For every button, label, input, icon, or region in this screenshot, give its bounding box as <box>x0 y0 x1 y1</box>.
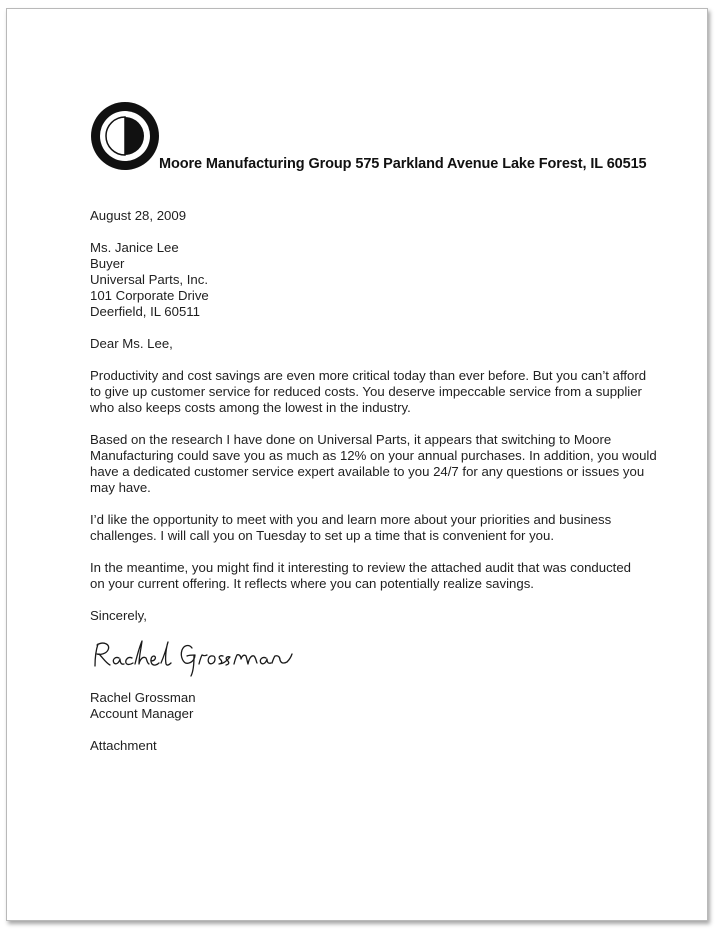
closing: Sincerely, <box>90 608 147 623</box>
paragraph-line: I’d like the opportunity to meet with you and learn more about your priorities and business <box>90 512 612 527</box>
paragraph-line: may have. <box>90 480 151 495</box>
handwritten-signature <box>89 636 294 678</box>
salutation: Dear Ms. Lee, <box>90 336 173 351</box>
paragraph-line: who also keeps costs among the lowest in the industry. <box>90 400 411 415</box>
paragraph-line: Based on the research I have done on Universal Parts, it appears that switching to Moore <box>90 432 612 447</box>
paragraph-line: to give up customer service for reduced costs. You deserve impeccable service from a supplier <box>90 384 642 399</box>
paragraph-4 <box>90 560 650 592</box>
paragraph-3 <box>90 512 650 544</box>
paragraph-line: challenges. I will call you on Tuesday to set up a time that is convenient for you. <box>90 528 555 543</box>
signer-name: Rachel Grossman <box>90 690 196 705</box>
signer-title: Account Manager <box>90 706 194 721</box>
paragraph-line: have a dedicated customer service expert available to you 24/7 for any questions or issues you <box>90 464 645 479</box>
paragraph-line: In the meantime, you might find it interesting to review the attached audit that was conducted <box>90 560 631 575</box>
enclosure-notation: Attachment <box>90 738 157 753</box>
paragraph-line: Manufacturing could save you as much as 12% on your annual purchases. In addition, you would <box>90 448 657 463</box>
recipient-street: 101 Corporate Drive <box>90 288 209 303</box>
recipient-company: Universal Parts, Inc. <box>90 272 208 287</box>
letter-page <box>6 8 708 921</box>
recipient-city: Deerfield, IL 60511 <box>90 304 200 319</box>
paragraph-line: Productivity and cost savings are even more critical today than ever before. But you can’t afford <box>90 368 647 383</box>
letterhead-address: Moore Manufacturing Group 575 Parkland Avenue Lake Forest, IL 60515 <box>159 156 647 172</box>
letter-date: August 28, 2009 <box>90 208 187 223</box>
paragraph-1 <box>90 368 650 416</box>
recipient-address <box>90 240 650 320</box>
recipient-title: Buyer <box>90 256 125 271</box>
company-logo-icon <box>89 100 161 172</box>
paragraph-2 <box>90 432 657 496</box>
paragraph-line: on your current offering. It reflects where you can potentially realize savings. <box>90 576 534 591</box>
signer-block <box>90 690 650 722</box>
recipient-name: Ms. Janice Lee <box>90 240 179 255</box>
